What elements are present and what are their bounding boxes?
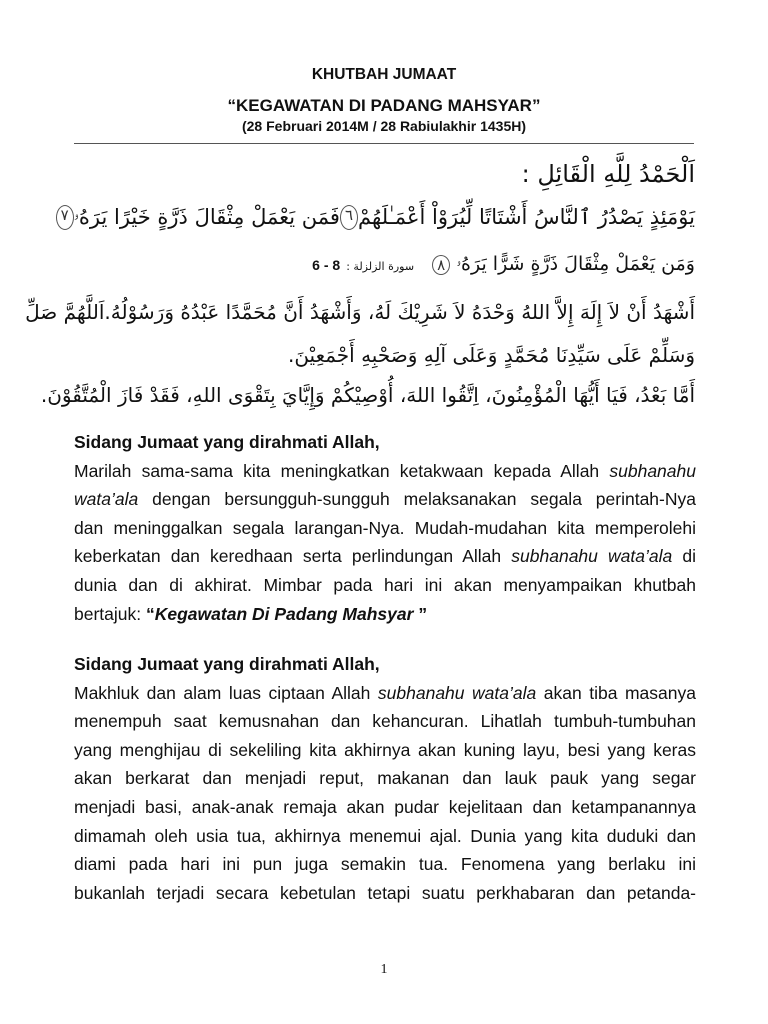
arabic-shahada bbox=[25, 300, 695, 324]
sermon-subtitle: “KEGAWATAN DI PADANG MAHSYAR” bbox=[227, 96, 541, 115]
paragraph-line: bertajuk: “Kegawatan Di Padang Mahsyar ” bbox=[74, 603, 428, 624]
paragraph-line: keberkatan dan keredhaan serta perlindungan Allah subhanahu wata’ala di bbox=[74, 546, 696, 567]
paragraph-line: wata’ala dengan bersungguh-sungguh melaksanakan segala perintah-Nya bbox=[74, 489, 696, 510]
paragraph-line: diami pada hari ini pun juga semakin tua. Fenomena yang berlaku ini bbox=[74, 854, 696, 875]
section-1 bbox=[74, 428, 696, 628]
paragraph-line: dan meninggalkan segala larangan-Nya. Mudah-mudahan kita memperolehi bbox=[74, 517, 696, 538]
document-title: KHUTBAH JUMAAT bbox=[311, 66, 457, 83]
arabic-opening: اَلْحَمْدُ لِلَّهِ الْقَائِلِ : bbox=[521, 160, 695, 188]
shahada-text: أَشْهَدُ أَنْ لاَ إِلَهَ إِلاَّ اللهُ وَحْدَهُ لاَ شَرِيْكَ لَهُ، وَأَشْهَدُ أَنَّ مُحَمَّدًا عَبْدُهُ وَرَسُوْلُهُ. bbox=[104, 300, 695, 324]
paragraph-line: menempuh saat kemusnahan dan kehancuran. Lihatlah tumbuh-tumbuhan bbox=[74, 711, 696, 732]
verse-7-text: فَمَن يَعْمَلْ مِثْقَالَ ذَرَّةٍ خَيْرًا يَرَهُۥ bbox=[73, 205, 340, 229]
arabic-amma-badu: أَمَّا بَعْدُ، فَيَا أَيُّهَا الْمُؤْمِنُونَ، اِتَّقُوا اللهَ، أُوْصِيْكُمْ وَإِيَّايَ بِتَقْوَى اللهِ، فَقَدْ فَازَ الْمُتَّقُوْنَ. bbox=[40, 383, 695, 407]
arabic-verse-line-2 bbox=[312, 253, 695, 275]
paragraph-line: yang menghijau di sekeliling kita akhirnya akan kuning layu, besi yang keras bbox=[74, 739, 696, 760]
paragraph-line: menjadi basi, anak-anak remaja akan pudar kejelitaan dan ketampanannya bbox=[74, 796, 696, 817]
ayah-marker-6: ٦ bbox=[340, 205, 358, 230]
paragraph-line: dimamah oleh usia tua, akhirnya menemui ajal. Dunia yang kita duduki dan bbox=[74, 825, 696, 846]
sermon-topic: Kegawatan Di Padang Mahsyar bbox=[154, 603, 414, 624]
paragraph-line: Marilah sama-sama kita meningkatkan ketakwaan kepada Allah subhanahu bbox=[74, 460, 696, 481]
section-2 bbox=[74, 650, 696, 907]
arabic-verse-line bbox=[60, 205, 695, 230]
ayah-marker-7: ٧ bbox=[56, 205, 74, 230]
salawat-start: اَللَّهُمَّ صَلِّ bbox=[25, 300, 105, 324]
header-divider bbox=[74, 143, 694, 144]
verse-6-text: يَوْمَئِذٍ يَصْدُرُ ٱلنَّاسُ أَشْتَاتًا لِّيُرَوْاْ أَعْمَـٰلَهُمْ bbox=[358, 205, 695, 229]
section-1-heading: Sidang Jumaat yang dirahmati Allah, bbox=[74, 432, 380, 452]
paragraph-line: dunia dan di akhirat. Mimbar pada hari ini akan menyampaikan khutbah bbox=[74, 574, 696, 595]
surah-verse-range: 6 - 8 bbox=[312, 257, 341, 273]
verse-8-text: وَمَن يَعْمَلْ مِثْقَالَ ذَرَّةٍ شَرًّا يَرَهُۥ bbox=[456, 253, 695, 275]
section-2-heading: Sidang Jumaat yang dirahmati Allah, bbox=[74, 654, 380, 674]
paragraph-line: bukanlah terjadi secara kebetulan tetapi suatu perkhabaran dan petanda- bbox=[74, 882, 696, 903]
paragraph-line: Makhluk dan alam luas ciptaan Allah subhanahu wata’ala akan tiba masanya bbox=[74, 682, 696, 703]
ayah-marker-8: ٨ bbox=[432, 255, 450, 275]
surah-name: سورة الزلزلة : bbox=[346, 260, 415, 273]
arabic-salawat: وَسَلِّمْ عَلَى سَيِّدِنَا مُحَمَّدٍ وَعَلَى آلِهِ وَصَحْبِهِ أَجْمَعِيْنَ. bbox=[287, 343, 695, 367]
page-number: 1 bbox=[380, 962, 388, 977]
sermon-date: (28 Februari 2014M / 28 Rabiulakhir 1435H) bbox=[241, 118, 526, 134]
paragraph-line: akan berkarat dan menjadi reput, makanan dan lauk pauk yang segar bbox=[74, 768, 696, 789]
